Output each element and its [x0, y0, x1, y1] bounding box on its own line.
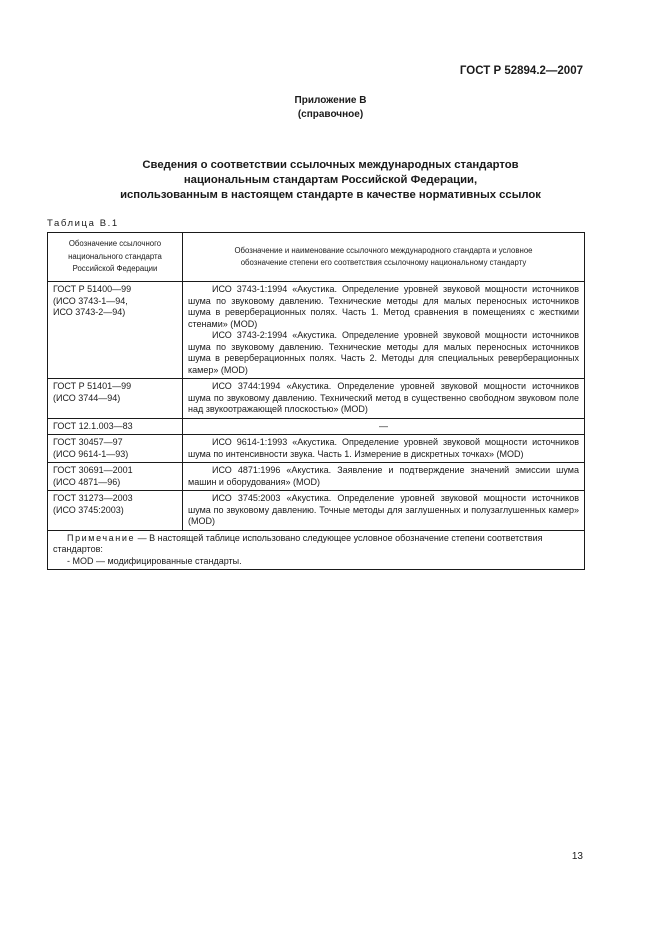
title-line-3: использованным в настоящем стандарте в качестве нормативных ссылок: [120, 189, 541, 201]
international-standard-cell: ИСО 4871:1996 «Акустика. Заявление и подтверждение значений эмиссии шума машин и оборудования» (MOD): [183, 463, 585, 491]
international-standard-cell: ИСО 9614-1:1993 «Акустика. Определение уровней звуковой мощности источников шума по интенсивности звука. Часть 1. Измерение в дискретных точках» (MOD): [183, 435, 585, 463]
national-standard-cell: ГОСТ 31273—2003 (ИСО 3745:2003): [48, 491, 183, 531]
table-row: [48, 491, 585, 531]
title-line-2: национальным стандартам Российской Федерации,: [183, 174, 478, 186]
table-row: [48, 379, 585, 419]
appendix-kind: (справочное): [297, 109, 364, 120]
national-standard-cell: ГОСТ 12.1.003—83: [48, 418, 183, 435]
table-note-row: [48, 530, 585, 570]
note-label: Примечание: [67, 532, 136, 543]
national-standard-cell: ГОСТ Р 51401—99 (ИСО 3744—94): [48, 379, 183, 419]
header-national-standard: Обозначение ссылочного национального стандарта Российской Федерации: [48, 233, 183, 282]
international-standard-cell: ИСО 3745:2003 «Акустика. Определение уровней звуковой мощности источников шума по звуковому давлению. Точные методы для заглушенных и полузаглушенных камер» (MOD): [183, 491, 585, 531]
table-caption: Таблица В.1: [47, 218, 119, 229]
title-line-1: Сведения о соответствии ссылочных международных стандартов: [142, 159, 519, 171]
note-item: - MOD — модифицированные стандарты.: [67, 555, 242, 566]
table-row: [48, 418, 585, 435]
note-text: — В настоящей таблице использовано следующее условное обозначение степени соответствия стандартов:: [53, 532, 543, 554]
document-code: ГОСТ Р 52894.2—2007: [459, 65, 583, 77]
appendix-heading: [0, 94, 661, 122]
table-note: [48, 530, 585, 570]
national-standard-cell: ГОСТ 30691—2001 (ИСО 4871—96): [48, 463, 183, 491]
appendix-label: Приложение В: [294, 95, 367, 106]
appendix-title: [0, 158, 661, 203]
table-header-row: [48, 233, 585, 282]
national-standard-cell: ГОСТ 30457—97 (ИСО 9614-1—93): [48, 435, 183, 463]
correspondence-table: [47, 232, 585, 570]
international-standard-cell: ИСО 3744:1994 «Акустика. Определение уровней звуковой мощности источников шума по звуковому давлению. Технический метод в существенно свободном звуковом поле над звукоотражающей плоскостью» (MOD): [183, 379, 585, 419]
header-international-standard: Обозначение и наименование ссылочного международного стандарта и условное обозначение степени его соответствия ссылочному национальному стандарту: [183, 233, 585, 282]
table-row: [48, 282, 585, 379]
national-standard-cell: ГОСТ Р 51400—99 (ИСО 3743-1—94, ИСО 3743-2—94): [48, 282, 183, 379]
international-standard-cell: —: [183, 418, 585, 435]
international-standard-cell: ИСО 3743-1:1994 «Акустика. Определение уровней звуковой мощности источников шума по звуковому давлению. Технические методы для малых переносных источников шума в реверберационных полях. Часть 1. Метод сравнения в помещениях с жесткими стенами» (MOD) ИСО 3743-2:1994 «Акустика. Определение уровней звуковой мощности источников шума по звуковому давлению. Технические методы для малых переносных источников шума в реверберационных полях. Часть 2. Методы для специальных реверберационных камер» (MOD): [183, 282, 585, 379]
table-row: [48, 463, 585, 491]
table-row: [48, 435, 585, 463]
page-number: 13: [571, 851, 583, 862]
